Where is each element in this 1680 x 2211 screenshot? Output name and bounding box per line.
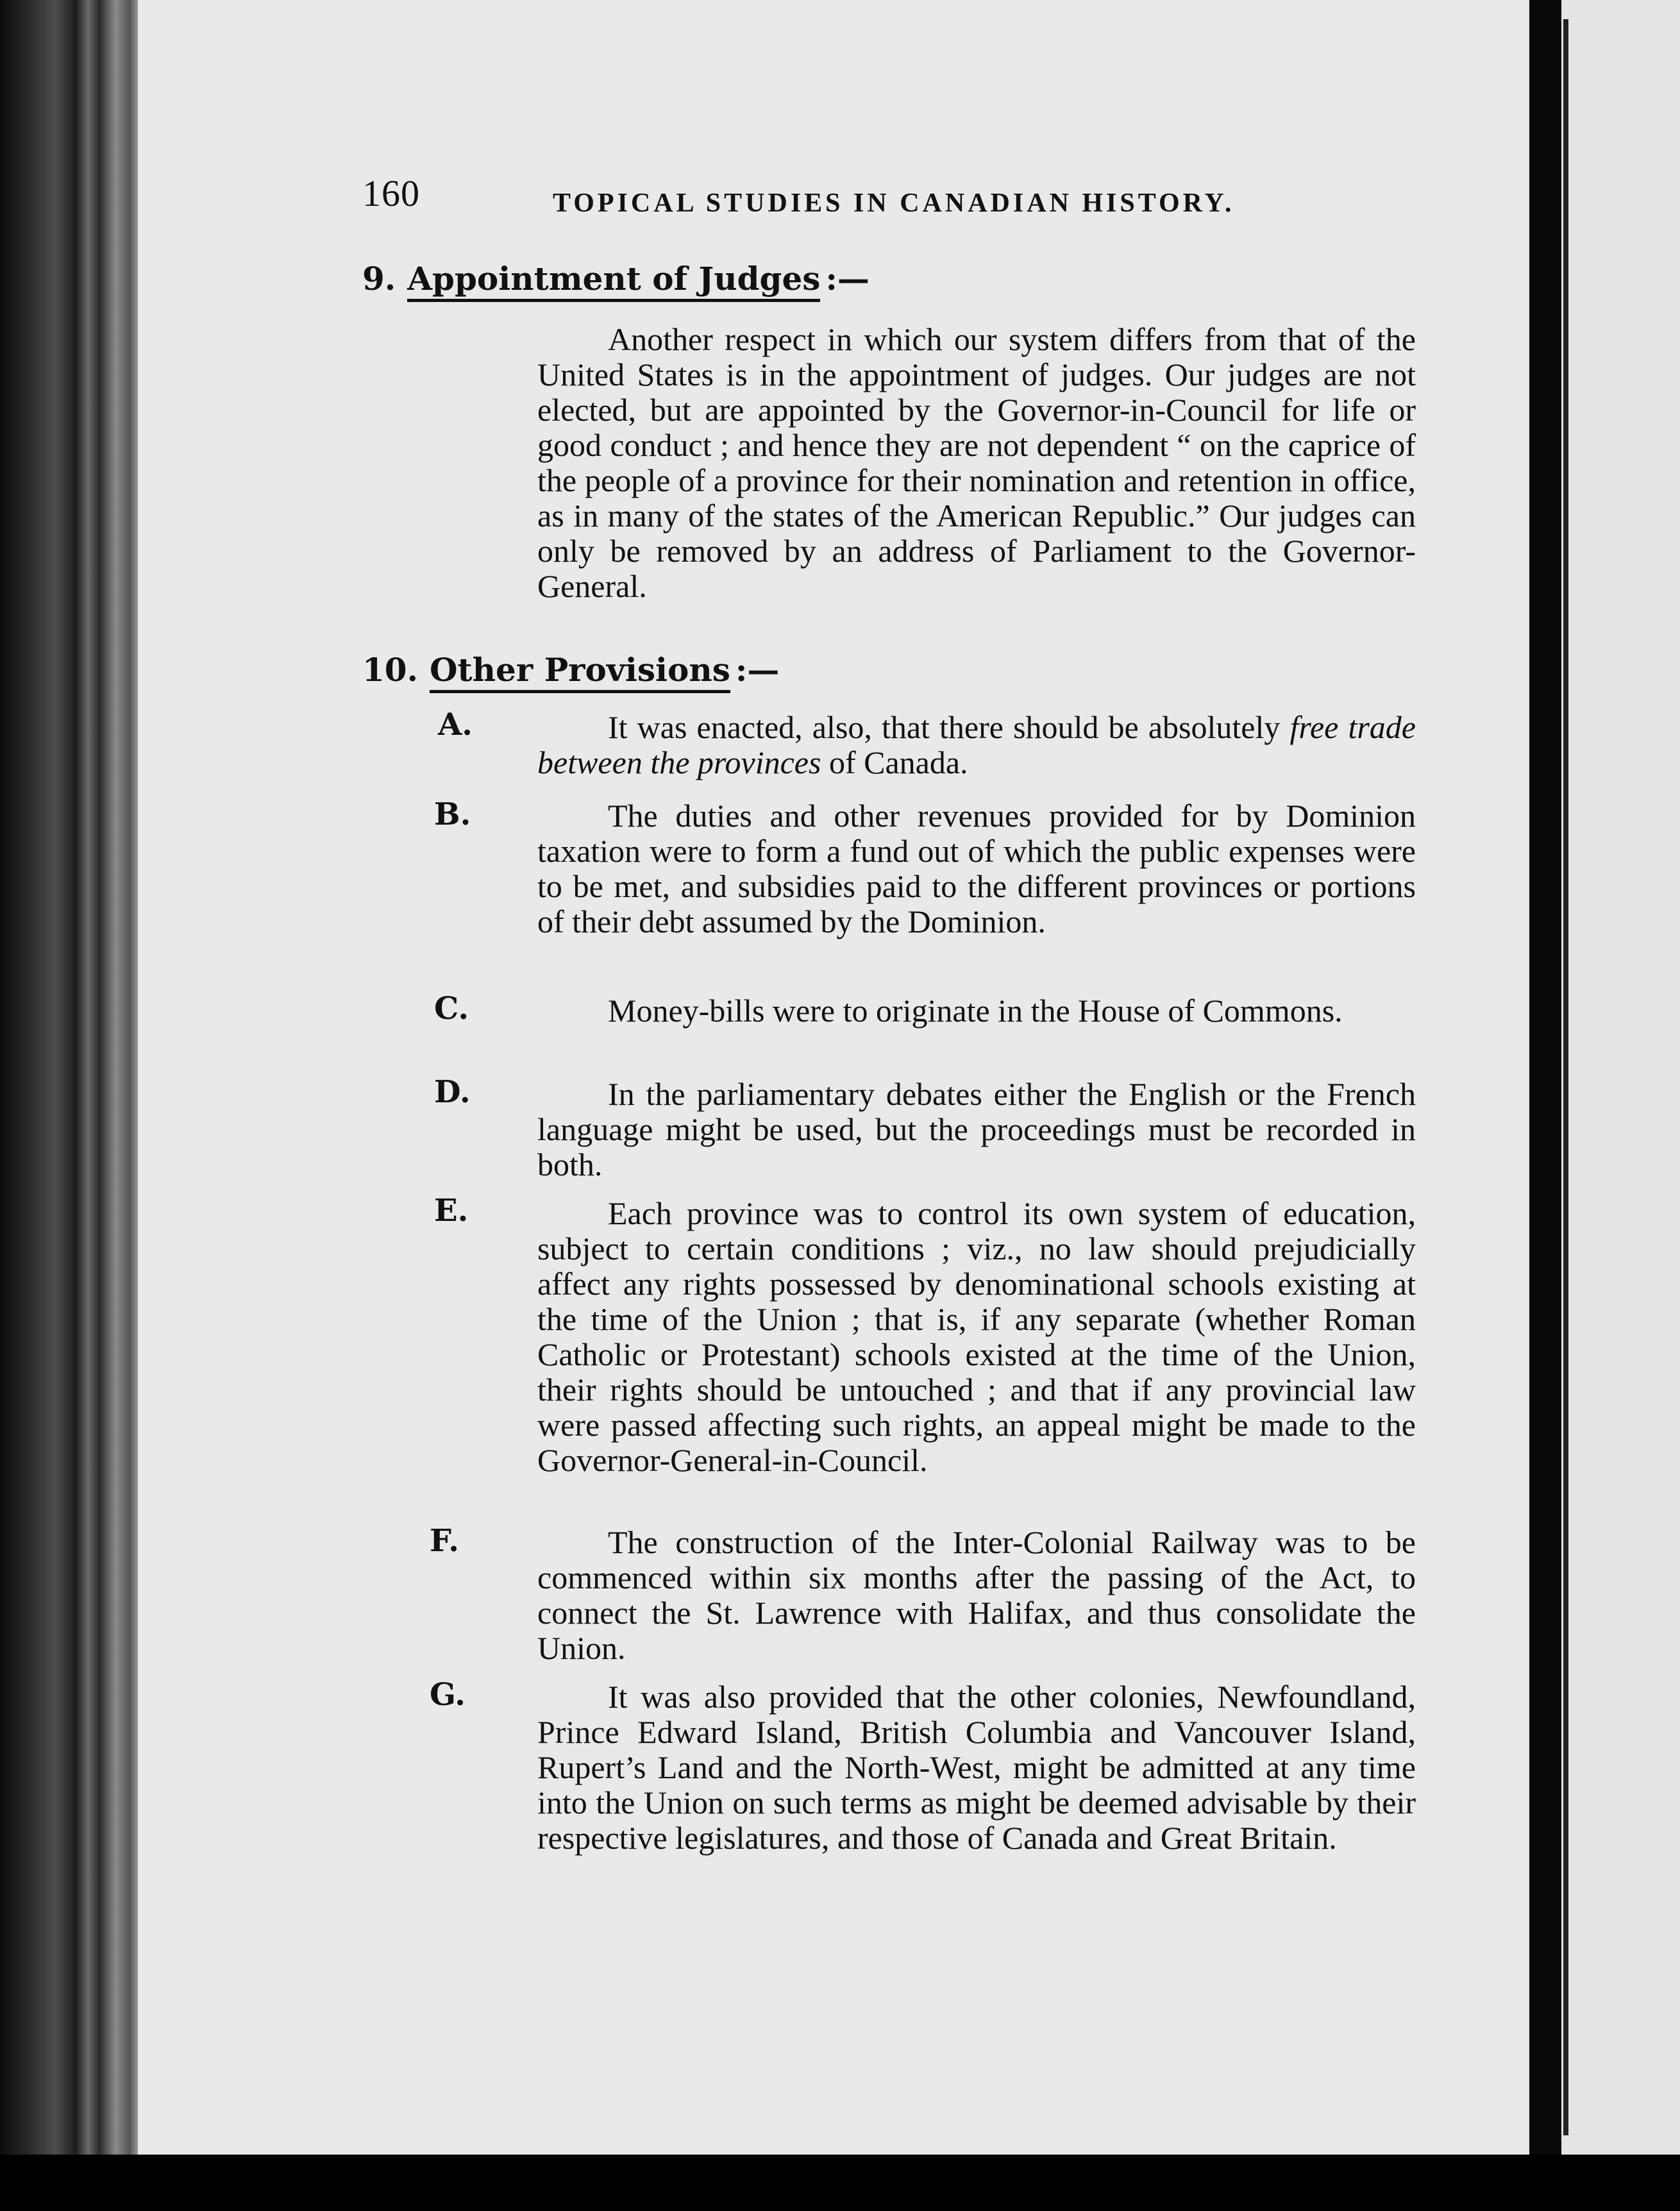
section-9-number: 9. (362, 260, 396, 298)
section-10-heading (362, 651, 779, 689)
item-d-paragraph (537, 1077, 1416, 1182)
section-9-text: Another respect in which our system differs from that of the United States is in the appointment of judges. Our judges are not elected, but are appointed by the Governor-in-Council for life or good conduct ; and hence they are not dependent “ on the caprice of the people of a province for their nomination and retention in office, as in many of the states of the American Republic.” Our judges can only be removed by an address of Parliament to the Governor-General. (537, 321, 1416, 604)
running-title: TOPICAL STUDIES IN CANADIAN HISTORY. (553, 189, 1235, 218)
item-f-paragraph (537, 1525, 1416, 1666)
item-a-text-after: of Canada. (821, 744, 968, 780)
facing-page-rule (1563, 19, 1568, 2135)
item-b-paragraph (537, 798, 1416, 939)
item-letter-f: F. (430, 1523, 459, 1559)
section-10-title: Other Provisions (430, 651, 730, 693)
item-letter-g: G. (430, 1677, 466, 1713)
item-letter-c: C. (434, 991, 469, 1027)
item-a-paragraph (537, 710, 1416, 780)
item-g-text: It was also provided that the other colonies, Newfoundland, Prince Edward Island, British Columbia and Vancouver Island, Rupert’s Land and the North-West, might be admitted at any time into the Union on such terms as might be deemed advisable by their respective legislatures, and those of Canada and Great Britain. (537, 1679, 1416, 1856)
item-letter-a: A. (438, 707, 473, 743)
section-9-title: Appointment of Judges (407, 260, 820, 302)
item-e-paragraph (537, 1196, 1416, 1478)
section-9-paragraph (537, 322, 1416, 604)
facing-page-edge (1561, 0, 1680, 2155)
item-a-text-before: It was enacted, also, that there should be absolutely (608, 709, 1290, 745)
item-f-text: The construction of the Inter-Colonial Railway was to be commenced within six months after the passing of the Act, to connect the St. Lawrence with Halifax, and thus consolidate the Union. (537, 1524, 1416, 1666)
item-d-text: In the parliamentary debates either the English or the French language might be used, but the proceedings must be recorded in both. (537, 1076, 1416, 1182)
item-b-text: The duties and other revenues provided for by Dominion taxation were to form a fund out of which the public expenses were to be met, and subsidies paid to the different provinces or portions of their debt assumed by the Dominion. (537, 798, 1416, 939)
item-e-text: Each province was to control its own system of education, subject to certain conditions ; viz., no law should prejudicially affect any rights possessed by denominational schools existing at the time of the Union ; that is, if any separate (whether Roman Catholic or Protestant) schools existed at the time of the Union, their rights should be untouched ; and that if any provincial law were passed affecting such rights, an appeal might be made to the Governor-General-in-Council. (537, 1195, 1416, 1478)
item-g-paragraph (537, 1679, 1416, 1856)
item-c-paragraph (537, 993, 1416, 1029)
item-c-text: Money-bills were to originate in the House of Commons. (608, 993, 1343, 1029)
section-9-heading (362, 260, 869, 298)
book-spine-edge (0, 0, 138, 2211)
item-letter-b: B. (434, 796, 471, 832)
scan-bottom-edge (0, 2155, 1680, 2211)
item-letter-e: E. (434, 1193, 469, 1229)
section-10-number: 10. (362, 651, 418, 689)
section-9-dash: :— (825, 260, 869, 298)
item-letter-d: D. (434, 1074, 471, 1110)
book-gutter (1529, 0, 1561, 2211)
item-a-text-italic: free trade between the provinces (537, 709, 1416, 780)
page-number: 160 (362, 172, 420, 214)
section-10-dash: :— (735, 651, 780, 689)
